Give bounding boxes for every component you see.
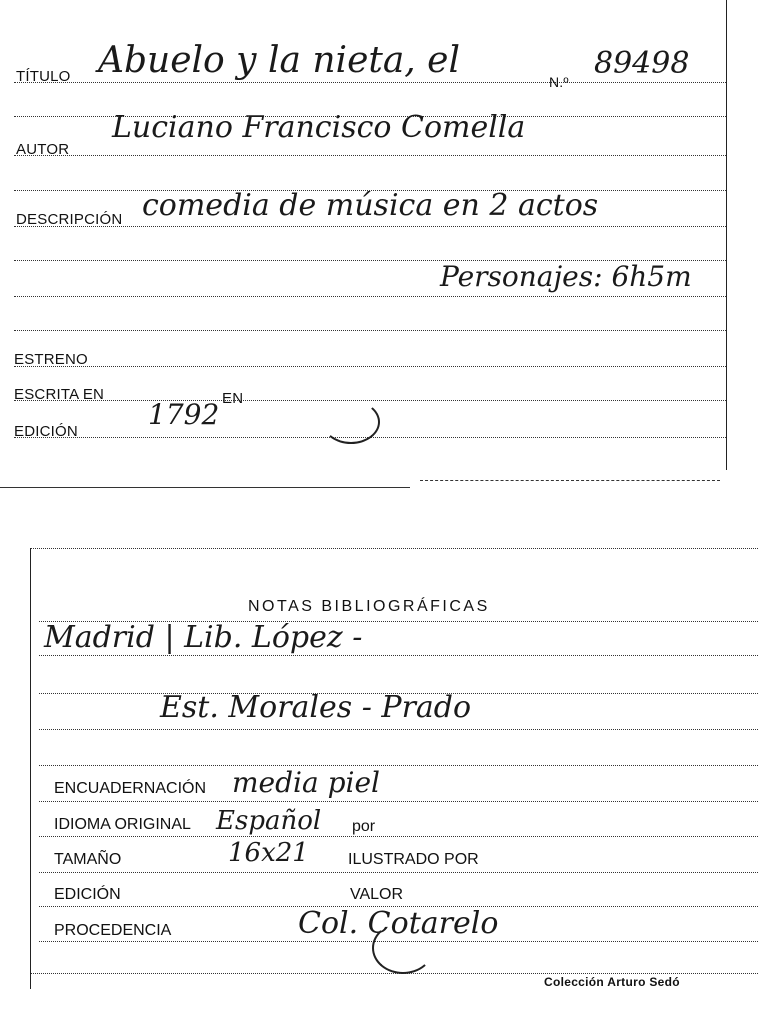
en-label: EN (222, 390, 244, 407)
por-label: por (352, 818, 376, 835)
autor-label: AUTOR (16, 141, 70, 158)
rule-line (14, 155, 726, 156)
rule-line (14, 366, 726, 367)
rule-line (14, 400, 726, 401)
titulo-label: TÍTULO (16, 68, 71, 85)
descripcion-value: comedia de música en 2 actos (142, 188, 599, 223)
idioma-value: Español (216, 806, 322, 836)
rule-line (14, 330, 726, 331)
tamano-label: TAMAÑO (54, 851, 122, 868)
notas-heading: NOTAS BIBLIOGRÁFICAS (248, 598, 490, 615)
valor-label: VALOR (350, 886, 404, 903)
encuadernacion-value: media piel (232, 766, 380, 799)
titulo-value: Abuelo y la nieta, el (98, 40, 461, 81)
catalog-card-top (0, 0, 727, 470)
encuadernacion-label: ENCUADERNACIÓN (54, 780, 207, 797)
escrita-year-value: 1792 (148, 398, 220, 431)
notes-line-2: Est. Morales - Prado (160, 690, 472, 725)
collection-credit: Colección Arturo Sedó (544, 975, 680, 989)
rule-line (39, 655, 759, 656)
numero-label: N.º (549, 74, 569, 90)
autor-value: Luciano Francisco Comella (112, 110, 526, 145)
rule-line (39, 765, 759, 766)
rule-line (39, 836, 759, 837)
rule-line (39, 872, 759, 873)
edicion-label: EDICIÓN (14, 423, 78, 440)
tamano-value: 16x21 (228, 838, 309, 868)
estreno-label: ESTRENO (14, 351, 88, 368)
card-edge (420, 480, 720, 481)
rule-line (39, 729, 759, 730)
numero-value: 89498 (594, 46, 690, 81)
rule-line (39, 801, 759, 802)
idioma-label: IDIOMA ORIGINAL (54, 816, 191, 833)
rule-line (14, 296, 726, 297)
descripcion-value-line2: Personajes: 6h5m (440, 260, 692, 293)
ink-smudge (372, 922, 434, 974)
procedencia-label: PROCEDENCIA (54, 922, 172, 939)
ilustrado-label: ILUSTRADO POR (348, 851, 479, 868)
escrita-en-label: ESCRITA EN (14, 386, 105, 403)
edicion-bottom-label: EDICIÓN (54, 886, 121, 903)
ink-smudge (322, 400, 380, 444)
descripcion-label: DESCRIPCIÓN (16, 211, 123, 228)
rule-line (14, 82, 726, 83)
procedencia-value: Col. Cotarelo (298, 906, 499, 941)
notes-line-1: Madrid | Lib. López - (44, 620, 363, 655)
card-edge (0, 487, 410, 488)
